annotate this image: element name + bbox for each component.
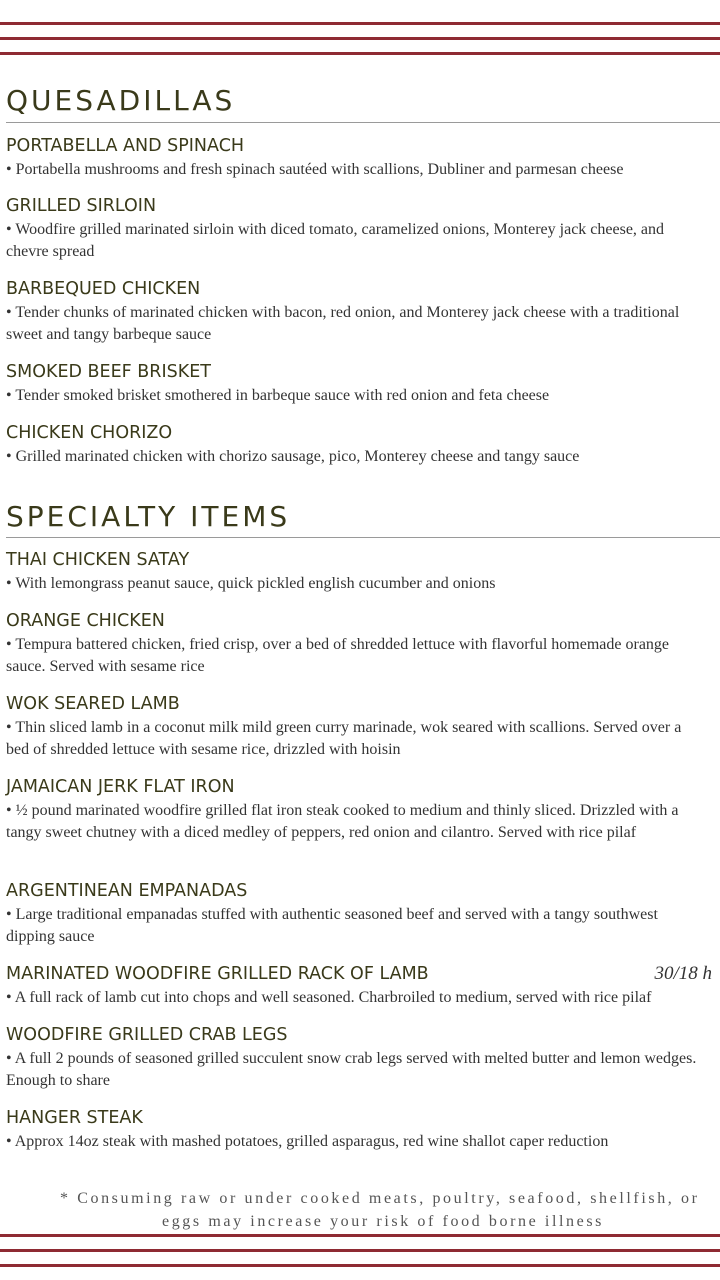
disclaimer-line-1: * Consuming raw or under cooked meats, poultry, seafood, shellfish, or [60, 1190, 700, 1207]
menu-item [6, 776, 706, 844]
menu-item [6, 1107, 706, 1153]
menu-item [6, 880, 706, 948]
item-name: BARBEQUED CHICKEN [6, 279, 201, 299]
item-description: • Tender chunks of marinated chicken with bacon, red onion, and Monterey jack cheese with a traditional sweet and tangy barbeque sauce [6, 304, 680, 343]
bottom-rule-1 [0, 1234, 720, 1237]
item-name: CHICKEN CHORIZO [6, 423, 173, 443]
item-description: • A full 2 pounds of seasoned grilled succulent snow crab legs served with melted butter and lemon wedges. Enough to share [6, 1050, 697, 1089]
menu-item [6, 135, 706, 181]
bottom-rule-3 [0, 1264, 720, 1267]
section-divider [6, 122, 720, 123]
item-name: HANGER STEAK [6, 1108, 143, 1128]
item-name: WOODFIRE GRILLED CRAB LEGS [6, 1025, 288, 1045]
item-name: SMOKED BEEF BRISKET [6, 362, 211, 382]
item-description: • Tender smoked brisket smothered in barbeque sauce with red onion and feta cheese [6, 387, 550, 404]
item-description: • Thin sliced lamb in a coconut milk mild green curry marinade, wok seared with scallions. Served over a bed of shredded lettuce with sesame rice, drizzled with hoisin [6, 719, 682, 758]
item-name: PORTABELLA AND SPINACH [6, 136, 245, 156]
item-name: ARGENTINEAN EMPANADAS [6, 881, 248, 901]
item-name: GRILLED SIRLOIN [6, 196, 157, 216]
item-name: WOK SEARED LAMB [6, 694, 180, 714]
top-rule-2 [0, 37, 720, 40]
item-description: • With lemongrass peanut sauce, quick pickled english cucumber and onions [6, 575, 496, 592]
item-description: • Large traditional empanadas stuffed with authentic seasoned beef and served with a tangy southwest dipping sauce [6, 906, 658, 945]
item-name: THAI CHICKEN SATAY [6, 550, 190, 570]
menu-item [6, 278, 706, 346]
top-rule-3 [0, 52, 720, 55]
menu-item [6, 1024, 706, 1092]
menu-item [6, 361, 706, 407]
item-price: 30/18 h [654, 963, 712, 984]
bottom-rule-2 [0, 1249, 720, 1252]
section-title-specialty-items: SPECIALTY ITEMS [6, 500, 291, 533]
item-name: JAMAICAN JERK FLAT IRON [6, 777, 235, 797]
section-title-quesadillas: QUESADILLAS [6, 84, 236, 117]
top-rule-1 [0, 22, 720, 25]
item-description: • Portabella mushrooms and fresh spinach sautéed with scallions, Dubliner and parmesan cheese [6, 161, 624, 178]
item-name: MARINATED WOODFIRE GRILLED RACK OF LAMB [6, 964, 429, 984]
item-description: • A full rack of lamb cut into chops and well seasoned. Charbroiled to medium, served with rice pilaf [6, 989, 652, 1006]
menu-item [6, 693, 706, 761]
menu-item [6, 195, 706, 263]
item-description: • Approx 14oz steak with mashed potatoes, grilled asparagus, red wine shallot caper reduction [6, 1133, 609, 1150]
item-description: • Tempura battered chicken, fried crisp, over a bed of shredded lettuce with flavorful homemade orange sauce. Served with sesame rice [6, 636, 670, 675]
item-description: • Grilled marinated chicken with chorizo sausage, pico, Monterey cheese and tangy sauce [6, 448, 580, 465]
disclaimer-line-2: eggs may increase your risk of food borne illness [162, 1213, 604, 1230]
item-description: • ½ pound marinated woodfire grilled flat iron steak cooked to medium and thinly sliced. Drizzled with a tangy sweet chutney with a diced medley of peppers, red onion and cilantro. Served with rice pilaf [6, 802, 679, 841]
menu-item [6, 549, 706, 595]
section-divider [6, 537, 720, 538]
menu-item [6, 422, 706, 468]
menu-item [6, 963, 712, 1009]
item-description: • Woodfire grilled marinated sirloin with diced tomato, caramelized onions, Monterey jack cheese, and chevre spread [6, 221, 665, 260]
item-name: ORANGE CHICKEN [6, 611, 165, 631]
menu-item [6, 610, 706, 678]
